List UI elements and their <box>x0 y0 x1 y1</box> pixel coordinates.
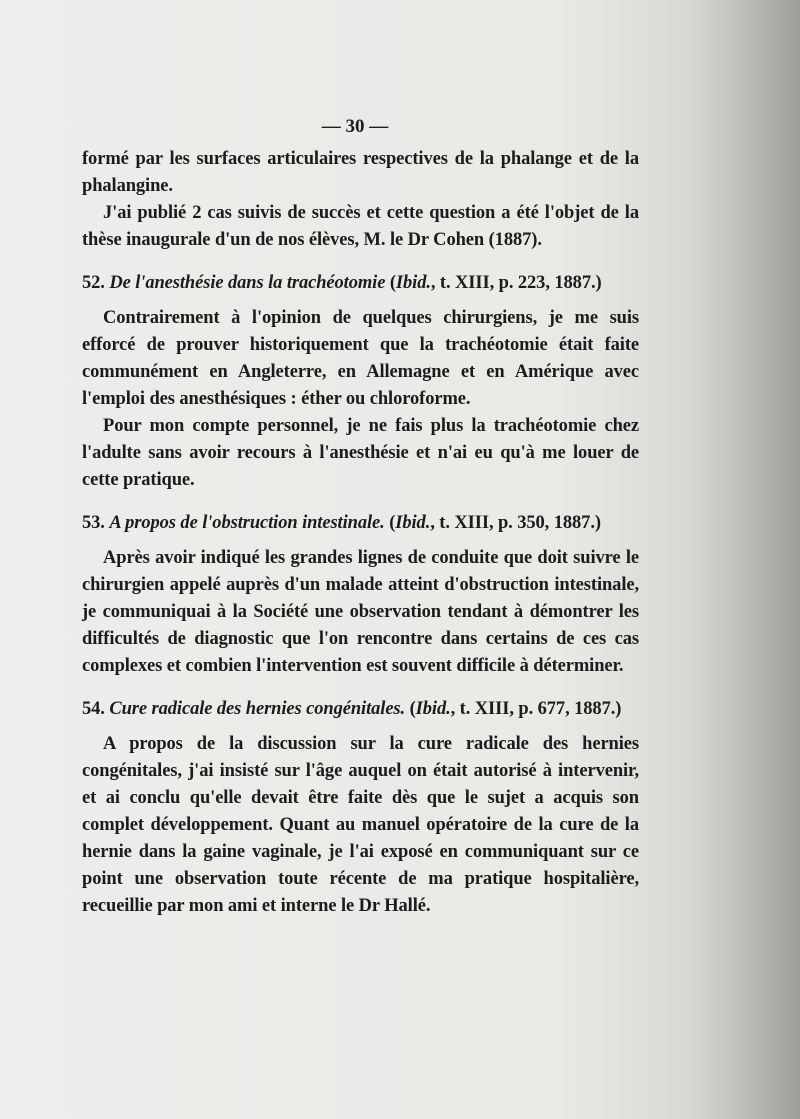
page-body <box>82 146 639 920</box>
entry-title: Cure radicale des hernies congénitales. <box>109 699 406 719</box>
body-paragraph: J'ai publié 2 cas suivis de succès et cette question a été l'objet de la thèse inaugurale d'un de nos élèves, M. le Dr Cohen (1887). <box>82 203 639 250</box>
entry-title: A propos de l'obstruction intestinale. <box>109 513 385 533</box>
entry-paragraph: Après avoir indiqué les grandes lignes de conduite que doit suivre le chirurgien appelé auprès d'un malade atteint d'obstruction intestinale, je communiquai à la Société une observation tendant à démontrer les difficultés de diagnostic que l'on rencontre dans certains de ces cas complexes et combien l'intervention est souvent difficile à déterminer. <box>82 548 639 676</box>
entry-number: 52. <box>82 273 105 293</box>
entry-number: 53. <box>82 513 105 533</box>
entry-heading-54: 54. Cure radicale des hernies congénitales. (Ibid., t. XIII, p. 677, 1887.) <box>82 699 622 719</box>
entry-paragraph: Contrairement à l'opinion de quelques chirurgiens, je me suis efforcé de prouver historiquement que la trachéotomie était faite communément en Angleterre, en Allemagne et en Amérique avec l'emploi des anesthésiques : éther ou chloroforme. <box>82 308 639 409</box>
entry-ibid: Ibid. <box>395 513 431 533</box>
entry-paragraph: Pour mon compte personnel, je ne fais plus la trachéotomie chez l'adulte sans avoir recours à l'anesthésie et n'ai eu qu'à me louer de cette pratique. <box>82 416 639 490</box>
entry-reference: , t. XIII, p. 677, 1887.) <box>450 699 622 719</box>
entry-reference: , t. XIII, p. 350, 1887.) <box>430 513 601 533</box>
entry-paragraph: A propos de la discussion sur la cure radicale des hernies congénitales, j'ai insisté sur l'âge auquel on était autorisé à intervenir, et ai conclu qu'elle devait être faite dès que le sujet a acquis son complet développement. Quant au manuel opératoire de la cure de la hernie dans la gaine vaginale, je l'ai exposé en communiquant sur ce point une observation toute récente de ma pratique hospitalière, recueillie par mon ami et interne le Dr Hallé. <box>82 734 639 916</box>
entry-heading-53: 53. A propos de l'obstruction intestinale. (Ibid., t. XIII, p. 350, 1887.) <box>82 513 601 533</box>
entry-reference: , t. XIII, p. 223, 1887.) <box>430 273 602 293</box>
entry-number: 54. <box>82 699 105 719</box>
entry-heading-52: 52. De l'anesthésie dans la trachéotomie (Ibid., t. XIII, p. 223, 1887.) <box>82 273 602 293</box>
entry-ibid: Ibid. <box>395 273 431 293</box>
entry-ibid: Ibid. <box>415 699 451 719</box>
entry-title: De l'anesthésie dans la trachéotomie <box>109 273 386 293</box>
page-number: — 30 — <box>321 116 389 137</box>
continuation-paragraph: formé par les surfaces articulaires respectives de la phalange et de la phalangine. <box>82 149 639 196</box>
